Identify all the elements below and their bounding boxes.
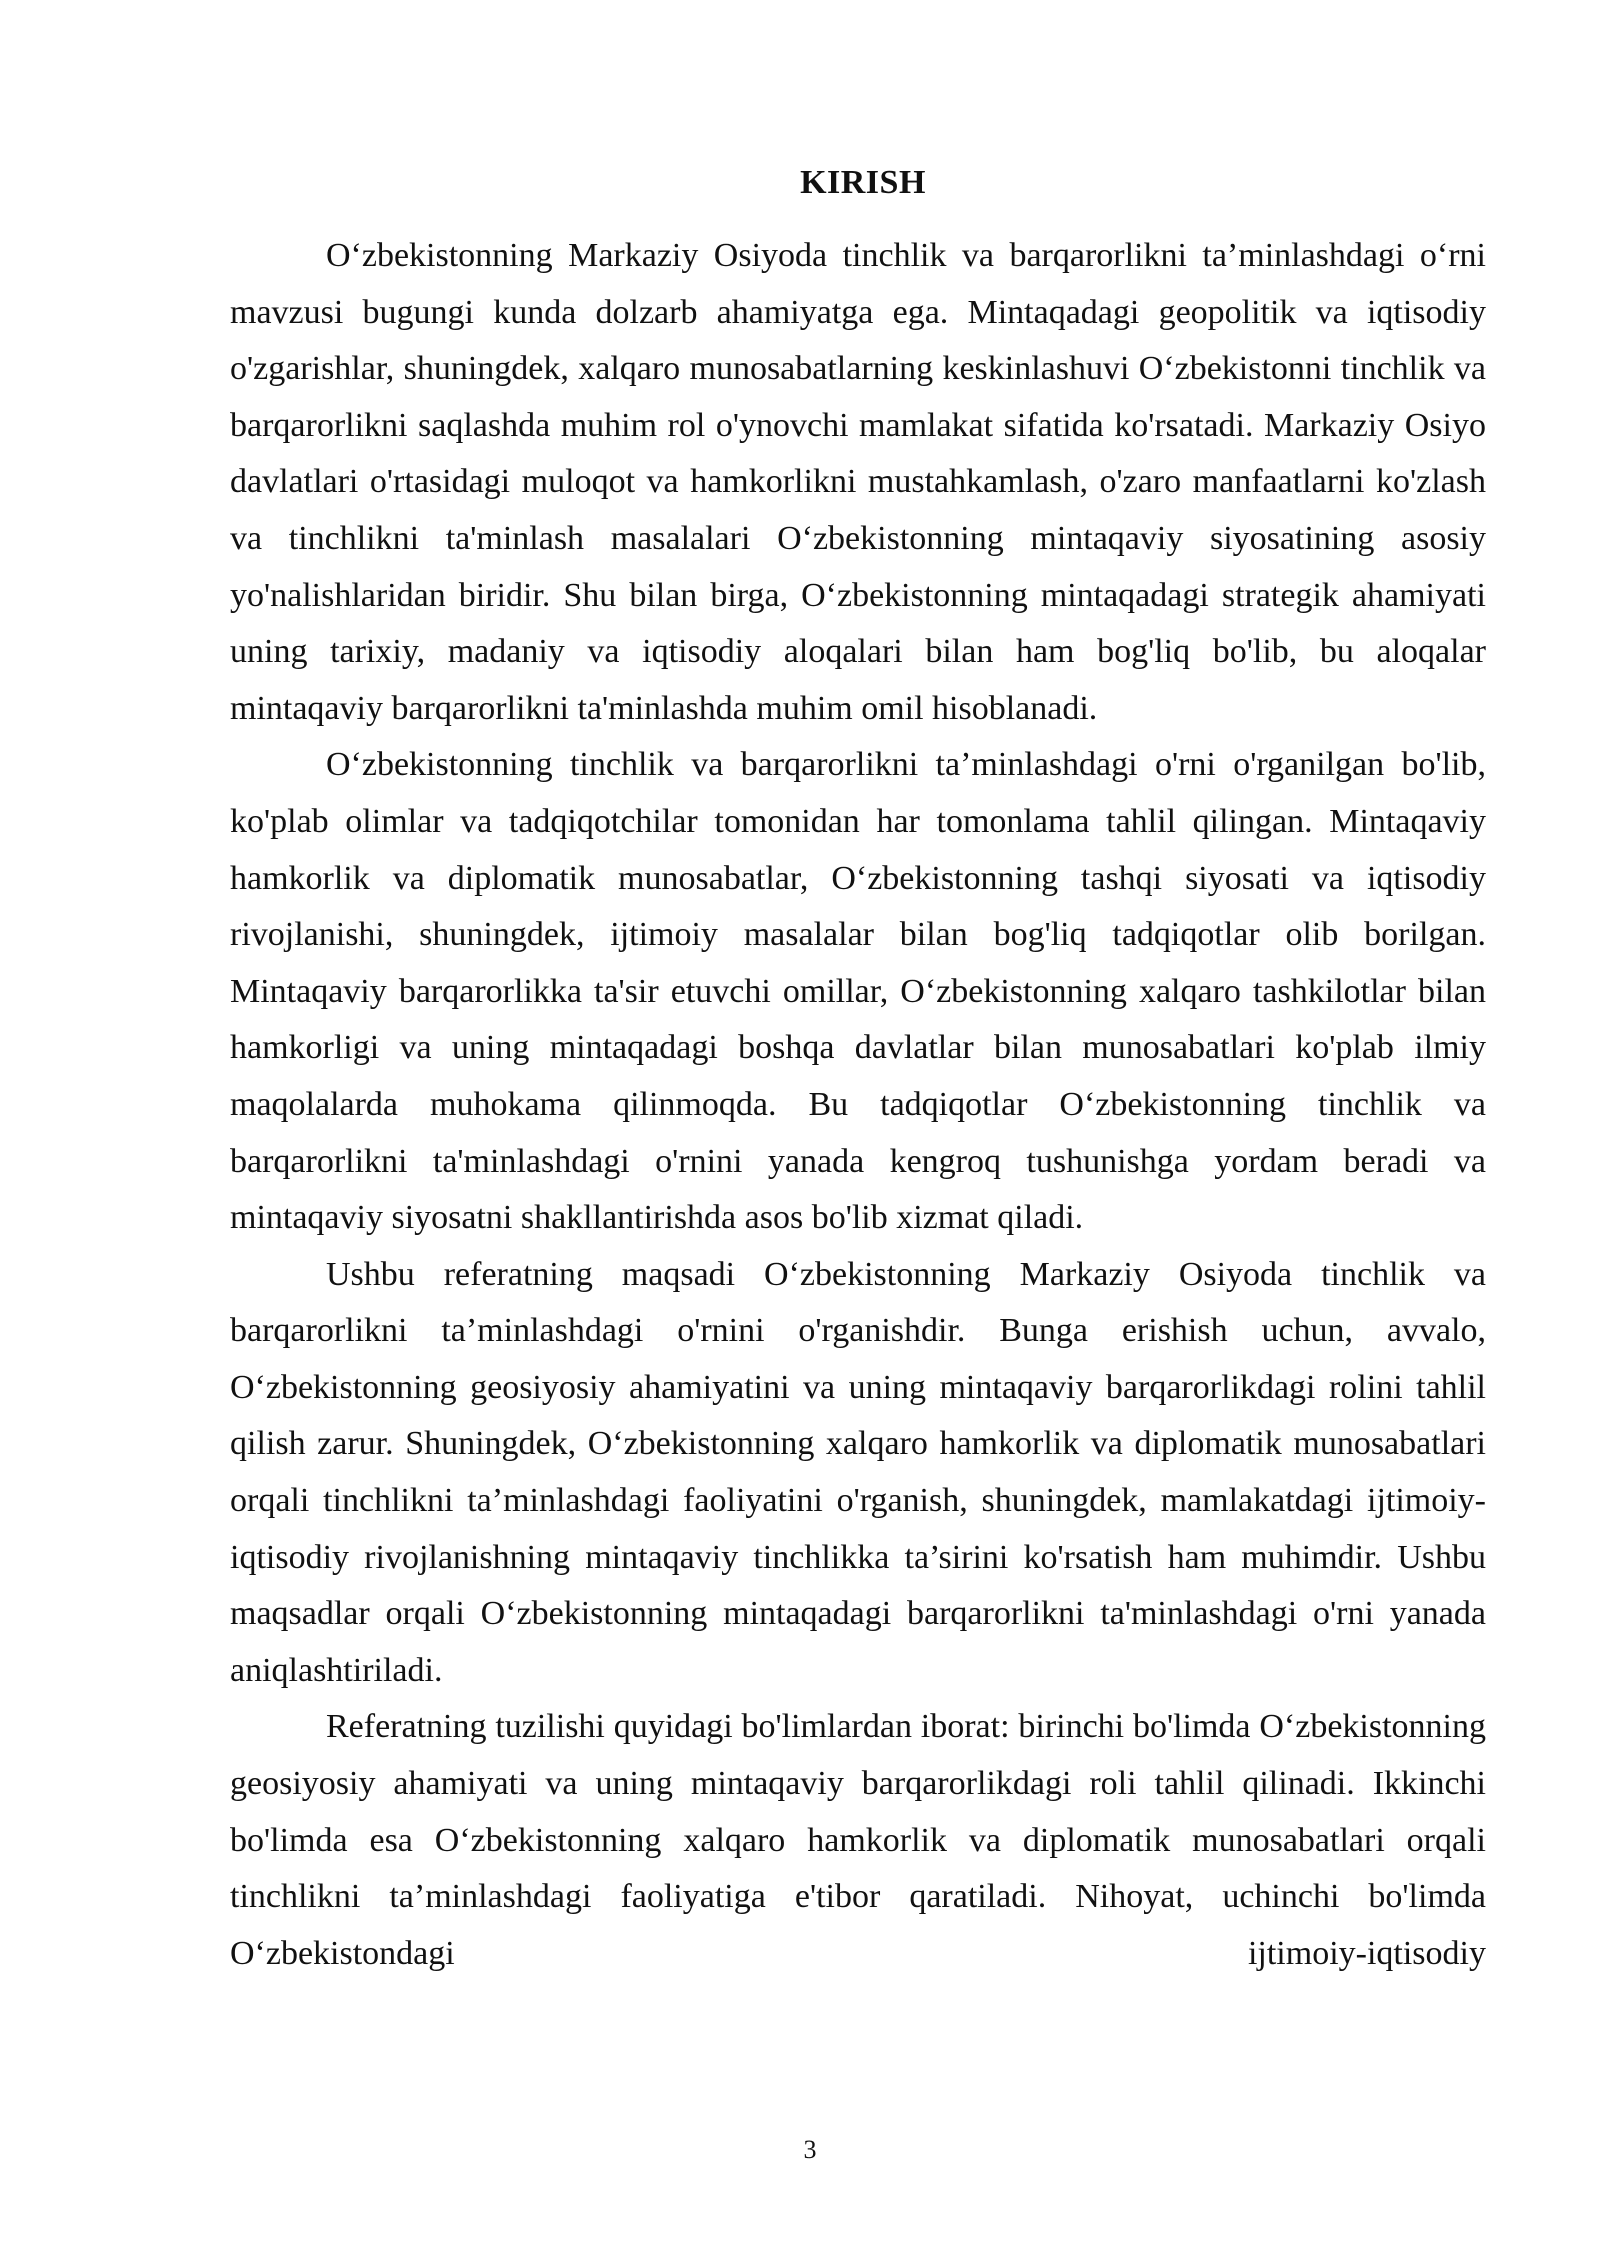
section-title: KIRISH: [800, 164, 926, 201]
paragraph-3: Ushbu referatning maqsadi O‘zbekistonning Markaziy Osiyoda tinchlik va barqarorlikni ta’minlashdagi o'rnini o'rganishdir. Bunga erishish uchun, avvalo, O‘zbekistonning geosiyosiy ahamiyatini va uning mintaqaviy barqarorlikdagi rolini tahlil qilish zarur. Shuningdek, O‘zbekistonning xalqaro hamkorlik va diplomatik munosabatlari orqali tinchlikni ta’minlashdagi faoliyatini o'rganish, shuningdek, mamlakatdagi ijtimoiy-iqtisodiy rivojlanishning mintaqaviy tinchlikka ta’sirini ko'rsatish ham muhimdir. Ushbu maqsadlar orqali O‘zbekistonning mintaqadagi barqarorlikni ta'minlashdagi o'rni yanada aniqlashtiriladi.: [230, 1255, 1486, 1689]
page-content: [230, 158, 1486, 1982]
paragraph-2: O‘zbekistonning tinchlik va barqarorlikni ta’minlashdagi o'rni o'rganilgan bo'lib, ko'plab olimlar va tadqiqotchilar tomonidan har tomonlama tahlil qilingan. Mintaqaviy hamkorlik va diplomatik munosabatlar, O‘zbekistonning tashqi siyosati va iqtisodiy rivojlanishi, shuningdek, ijtimoiy masalalar bilan bog'liq tadqiqotlar olib borilgan. Mintaqaviy barqarorlikka ta'sir etuvchi omillar, O‘zbekistonning xalqaro tashkilotlar bilan hamkorligi va uning mintaqadagi boshqa davlatlar bilan munosabatlari ko'plab ilmiy maqolalarda muhokama qilinmoqda. Bu tadqiqotlar O‘zbekistonning tinchlik va barqarorlikni ta'minlashdagi o'rnini yanada kengroq tushunishga yordam beradi va mintaqaviy siyosatni shakllantirishda asos bo'lib xizmat qiladi.: [230, 746, 1486, 1237]
paragraph-4: Referatning tuzilishi quyidagi bo'limlardan iborat: birinchi bo'limda O‘zbekistonning geosiyosiy ahamiyati va uning mintaqaviy barqarorlikdagi roli tahlil qilinadi. Ikkinchi bo'limda esa O‘zbekistonning xalqaro hamkorlik va diplomatik munosabatlari orqali tinchlikni ta’minlashdagi faoliyatiga e'tibor qaratiladi. Nihoyat, uchinchi bo'limda O‘zbekistondagi ijtimoiy-iqtisodiy: [230, 1708, 1486, 1972]
paragraph-1: O‘zbekistonning Markaziy Osiyoda tinchlik va barqarorlikni ta’minlashdagi o‘rni mavzusi bugungi kunda dolzarb ahamiyatga ega. Mintaqadagi geopolitik va iqtisodiy o'zgarishlar, shuningdek, xalqaro munosabatlarning keskinlashuvi O‘zbekistonni tinchlik va barqarorlikni saqlashda muhim rol o'ynovchi mamlakat sifatida ko'rsatadi. Markaziy Osiyo davlatlari o'rtasidagi muloqot va hamkorlikni mustahkamlash, o'zaro manfaatlarni ko'zlash va tinchlikni ta'minlash masalalari O‘zbekistonning mintaqaviy siyosatining asosiy yo'nalishlaridan biridir. Shu bilan birga, O‘zbekistonning mintaqadagi strategik ahamiyati uning tarixiy, madaniy va iqtisodiy aloqalari bilan ham bog'liq bo'lib, bu aloqalar mintaqaviy barqarorlikni ta'minlashda muhim omil hisoblanadi.: [230, 237, 1486, 727]
page-number: 3: [803, 2135, 817, 2164]
